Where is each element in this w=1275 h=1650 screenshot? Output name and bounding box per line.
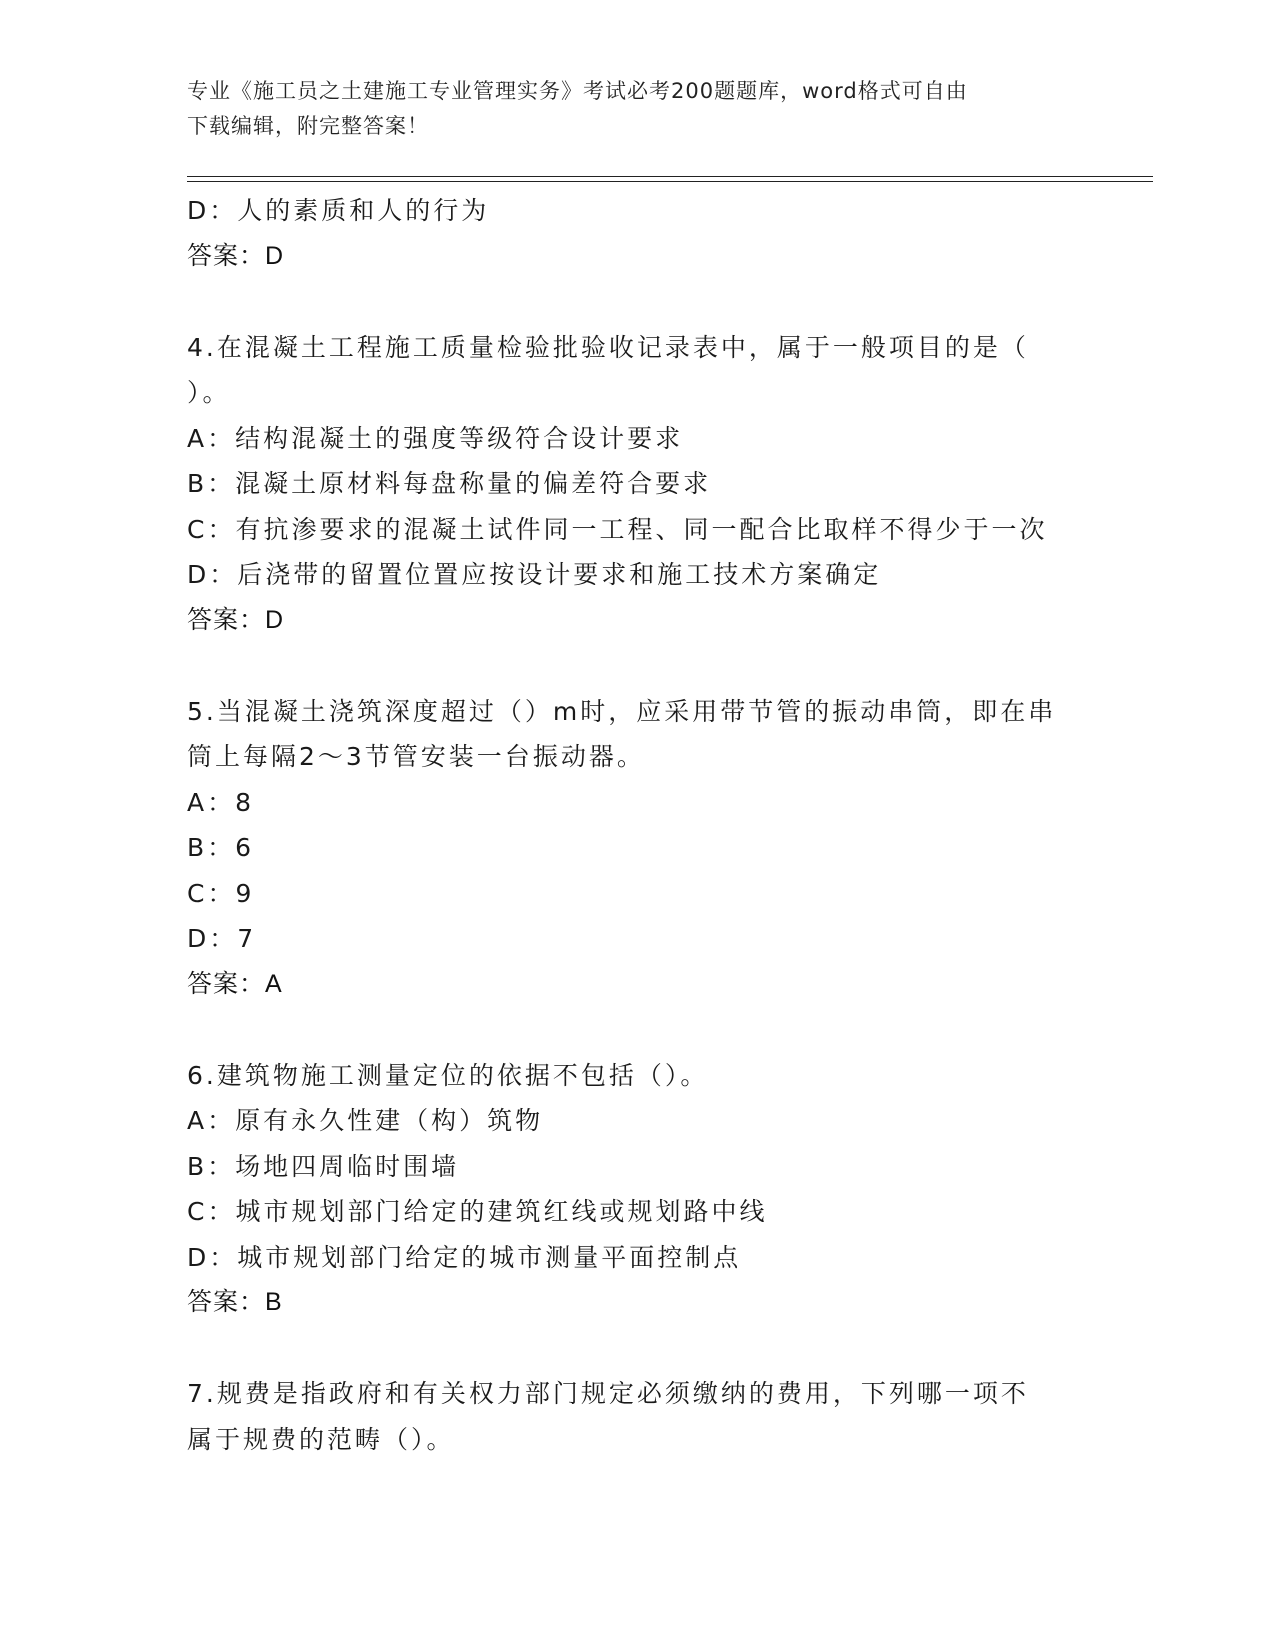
question-7-stem-line2: 属于规费的范畴（）。 bbox=[187, 1424, 455, 1454]
header-divider-top bbox=[187, 176, 1153, 177]
question-6-answer: 答案：B bbox=[187, 1288, 283, 1316]
question-5 bbox=[187, 689, 1087, 1008]
question-4-option-c: C：有抗渗要求的混凝土试件同一工程、同一配合比取样不得少于一次 bbox=[187, 514, 1048, 544]
question-7 bbox=[187, 1371, 1087, 1462]
question-6-option-a: A：原有永久性建（构）筑物 bbox=[187, 1106, 544, 1135]
question-5-stem-line1: 5.当混凝土浇筑深度超过（）m时，应采用带节管的振动串筒，即在串 bbox=[187, 696, 1057, 726]
question-7-stem-line1: 7.规费是指政府和有关权力部门规定必须缴纳的费用，下列哪一项不 bbox=[187, 1379, 1029, 1408]
spacer bbox=[187, 643, 1087, 689]
question-3-answer: 答案：D bbox=[187, 241, 285, 270]
question-6-stem-line1: 6.建筑物施工测量定位的依据不包括（）。 bbox=[187, 1060, 709, 1090]
question-6-option-d: D：城市规划部门给定的城市测量平面控制点 bbox=[187, 1242, 742, 1272]
question-6-option-c: C：城市规划部门给定的建筑红线或规划路中线 bbox=[187, 1197, 768, 1226]
header-title-line1: 专业《施工员之土建施工专业管理实务》考试必考200题题库，word格式可自由 bbox=[187, 79, 968, 103]
question-5-option-c: C：9 bbox=[187, 878, 255, 908]
question-4-option-a: A：结构混凝土的强度等级符合设计要求 bbox=[187, 423, 684, 453]
question-4-stem-line2: ）。 bbox=[187, 378, 231, 407]
document-header bbox=[187, 74, 1087, 144]
question-4-stem-line1: 4.在混凝土工程施工质量检验批验收记录表中，属于一般项目的是（ bbox=[187, 332, 1029, 362]
header-divider-bottom bbox=[187, 181, 1153, 182]
spacer bbox=[187, 279, 1087, 325]
question-5-stem-line2: 筒上每隔2～3节管安装一台振动器。 bbox=[187, 742, 645, 771]
spacer bbox=[187, 1326, 1087, 1372]
question-4-option-d: D：后浇带的留置位置应按设计要求和施工技术方案确定 bbox=[187, 560, 882, 589]
question-5-option-b: B：6 bbox=[187, 833, 255, 862]
spacer bbox=[187, 1007, 1087, 1053]
question-4-answer: 答案：D bbox=[187, 605, 285, 634]
question-5-option-a: A：8 bbox=[187, 787, 255, 817]
header-title-line2: 下载编辑，附完整答案！ bbox=[187, 114, 429, 138]
question-5-option-d: D：7 bbox=[187, 924, 257, 953]
question-4 bbox=[187, 325, 1087, 644]
question-3-option-d: D：人的素质和人的行为 bbox=[187, 196, 490, 225]
question-3 bbox=[187, 188, 1087, 279]
question-list bbox=[187, 188, 1087, 1462]
question-5-answer: 答案：A bbox=[187, 969, 283, 998]
question-4-option-b: B：混凝土原材料每盘称量的偏差符合要求 bbox=[187, 469, 712, 498]
question-6 bbox=[187, 1053, 1087, 1326]
question-6-option-b: B：场地四周临时围墙 bbox=[187, 1151, 460, 1181]
